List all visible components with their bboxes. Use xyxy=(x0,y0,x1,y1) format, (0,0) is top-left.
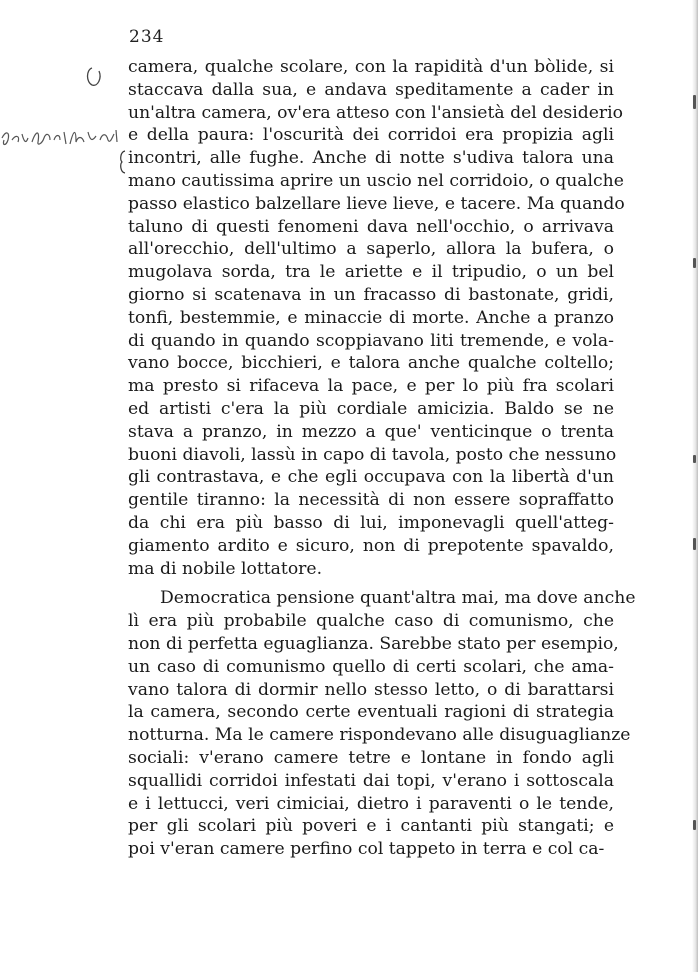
text-line: per gli scolari più poveri e i cantanti più stangati; e xyxy=(128,816,614,837)
text-line: di quando in quando scoppiavano liti tremende, e vola- xyxy=(128,330,614,351)
paragraph xyxy=(128,587,636,861)
text-line: poi v'eran camere perfino col tappeto in terra e col ca- xyxy=(128,839,605,860)
text-line: mugolava sorda, tra le ariette e il tripudio, o un bel xyxy=(128,262,614,283)
text-line: ma presto si rifaceva la pace, e per lo più fra scolari xyxy=(128,376,614,397)
text-line: ma di nobile lottatore. xyxy=(128,558,323,579)
paragraph xyxy=(128,56,625,580)
text-line: gli contrastava, e che egli occupava con la libertà d'un xyxy=(128,467,614,488)
body-text xyxy=(128,56,636,861)
text-line: taluno di questi fenomeni dava nell'occhio, o arrivava xyxy=(128,216,614,237)
text-line: camera, qualche scolare, con la rapidità d'un bòlide, si xyxy=(128,57,614,77)
text-line: tonfi, bestemmie, e minaccie di morte. Anche a pranzo xyxy=(128,307,614,328)
text-line: stava a pranzo, in mezzo a que' venticinque o trenta xyxy=(128,421,614,442)
text-line: passo elastico balzellare lieve lieve, e tacere. Ma quando xyxy=(128,193,625,214)
text-line: da chi era più basso di lui, imponevagli quell'atteg- xyxy=(128,512,614,533)
text-line: vano bocce, bicchieri, e talora anche qualche coltello; xyxy=(128,353,614,374)
edge-mark xyxy=(693,258,696,268)
edge-mark xyxy=(693,455,696,463)
text-line: gentile tiranno: la necessità di non essere sopraffatto xyxy=(128,490,614,511)
text-line: un caso di comunismo quello di certi scolari, che ama- xyxy=(128,656,614,677)
text-line: buoni diavoli, lassù in capo di tavola, posto che nessuno xyxy=(128,444,617,465)
text-line: notturna. Ma le camere rispondevano alle disuguaglianze xyxy=(128,725,631,746)
text-line: e della paura: l'oscurità dei corridoi era propizia agli xyxy=(128,125,614,146)
edge-mark xyxy=(693,538,696,550)
page-number: 234 xyxy=(129,27,165,47)
text-line: lì era più probabile qualche caso di comunismo, che xyxy=(128,611,614,632)
text-line: giorno si scatenava in un fracasso di bastonate, gridi, xyxy=(128,284,614,305)
text-line: ed artisti c'era la più cordiale amicizia. Baldo se ne xyxy=(128,398,614,419)
text-line: vano talora di dormir nello stesso letto, o di barattarsi xyxy=(128,679,614,700)
edge-mark xyxy=(693,820,696,830)
bracket-mark xyxy=(118,150,126,174)
text-line: la camera, secondo certe eventuali ragioni di strategia xyxy=(128,702,614,723)
text-line: e i lettucci, veri cimiciai, dietro i paraventi o le tende, xyxy=(128,793,614,814)
text-line: squallidi corridoi infestati dai topi, v'erano i sottoscala xyxy=(128,770,614,791)
handwritten-margin-note xyxy=(0,60,130,180)
text-line: un'altra camera, ov'era atteso con l'ansietà del desiderio xyxy=(128,102,623,123)
text-line: non di perfetta eguaglianza. Sarebbe stato per esempio, xyxy=(128,633,619,654)
text-line: Democratica pensione quant'altra mai, ma dove anche xyxy=(160,588,636,609)
text-line: giamento ardito e sicuro, non di prepotente spavaldo, xyxy=(128,535,614,556)
edge-mark xyxy=(693,95,696,109)
text-line: staccava dalla sua, e andava speditamente a cader in xyxy=(128,79,614,100)
text-line: mano cautissima aprire un uscio nel corridoio, o qualche xyxy=(128,170,624,191)
text-line: sociali: v'erano camere tetre e lontane in fondo agli xyxy=(128,747,614,768)
text-line: all'orecchio, dell'ultimo a saperlo, allora la bufera, o xyxy=(128,239,614,260)
text-line: incontri, alle fughe. Anche di notte s'udiva talora una xyxy=(128,148,614,169)
